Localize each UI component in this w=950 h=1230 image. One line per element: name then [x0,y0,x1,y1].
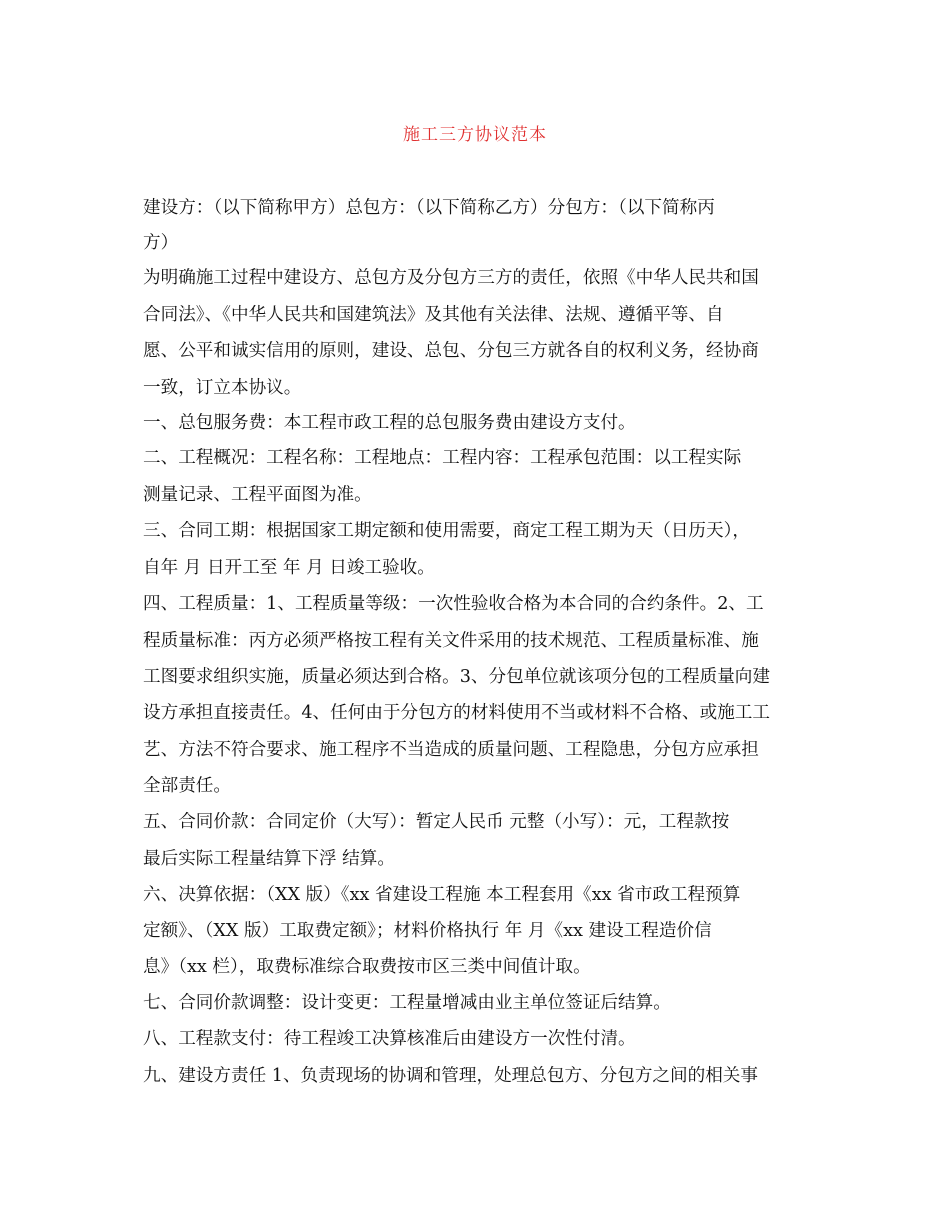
body-line: 一致，订立本协议。 [143,378,302,398]
body-line: 八、工程款支付：待工程竣工决算核准后由建设方一次性付清。 [143,1029,636,1049]
body-line: 设方承担直接责任。4、任何由于分包方的材料使用不当或材料不合格、或施工工 [143,703,770,723]
body-line: 全部责任。 [143,776,231,796]
body-line: 五、合同价款：合同定价（大写）：暂定人民币 元整（小写）：元，工程款按 [143,812,730,832]
body-line: 愿、公平和诚实信用的原则，建设、总包、分包三方就各自的权利义务，经协商 [143,341,759,361]
body-line: 艺、方法不符合要求、施工程序不当造成的质量问题、工程隐患，分包方应承担 [143,740,759,760]
body-line: 建设方：（以下简称甲方）总包方：（以下简称乙方）分包方：（以下简称丙 [143,198,715,218]
body-line: 一、总包服务费：本工程市政工程的总包服务费由建设方支付。 [143,413,636,433]
body-line: 息》（xx 栏），取费标准综合取费按市区三类中间值计取。 [143,957,591,977]
body-line: 三、合同工期：根据国家工期定额和使用需要，商定工程工期为天（日历天）， [143,521,750,541]
body-line: 方） [143,233,179,253]
body-line: 测量记录、工程平面图为准。 [143,485,372,505]
document-title: 施工三方协议范本 [403,125,547,145]
body-line: 二、工程概况：工程名称：工程地点：工程内容：工程承包范围：以工程实际 [143,448,742,468]
body-line: 程质量标准：丙方必须严格按工程有关文件采用的技术规范、工程质量标准、施 [143,631,759,651]
body-line: 为明确施工过程中建设方、总包方及分包方三方的责任，依照《中华人民共和国 [143,268,759,288]
body-line: 九、建设方责任 1、负责现场的协调和管理，处理总包方、分包方之间的相关事 [143,1066,758,1086]
body-line: 工图要求组织实施，质量必须达到合格。3、分包单位就该项分包的工程质量向建 [143,667,770,687]
body-line: 四、工程质量：1、工程质量等级：一次性验收合格为本合同的合约条件。2、工 [143,594,764,614]
body-line: 自年 月 日开工至 年 月 日竣工验收。 [143,558,435,578]
body-line: 定额》、（XX 版）工取费定额》；材料价格执行 年 月《xx 建设工程造价信 [143,921,712,941]
body-line: 合同法》、《中华人民共和国建筑法》及其他有关法律、法规、遵循平等、自 [143,305,724,325]
body-line: 七、合同价款调整：设计变更：工程量增减由业主单位签证后结算。 [143,993,671,1013]
body-line: 六、决算依据：（XX 版）《xx 省建设工程施 本工程套用《xx 省市政工程预算 [143,885,741,905]
body-line: 最后实际工程量结算下浮 结算。 [143,849,395,869]
